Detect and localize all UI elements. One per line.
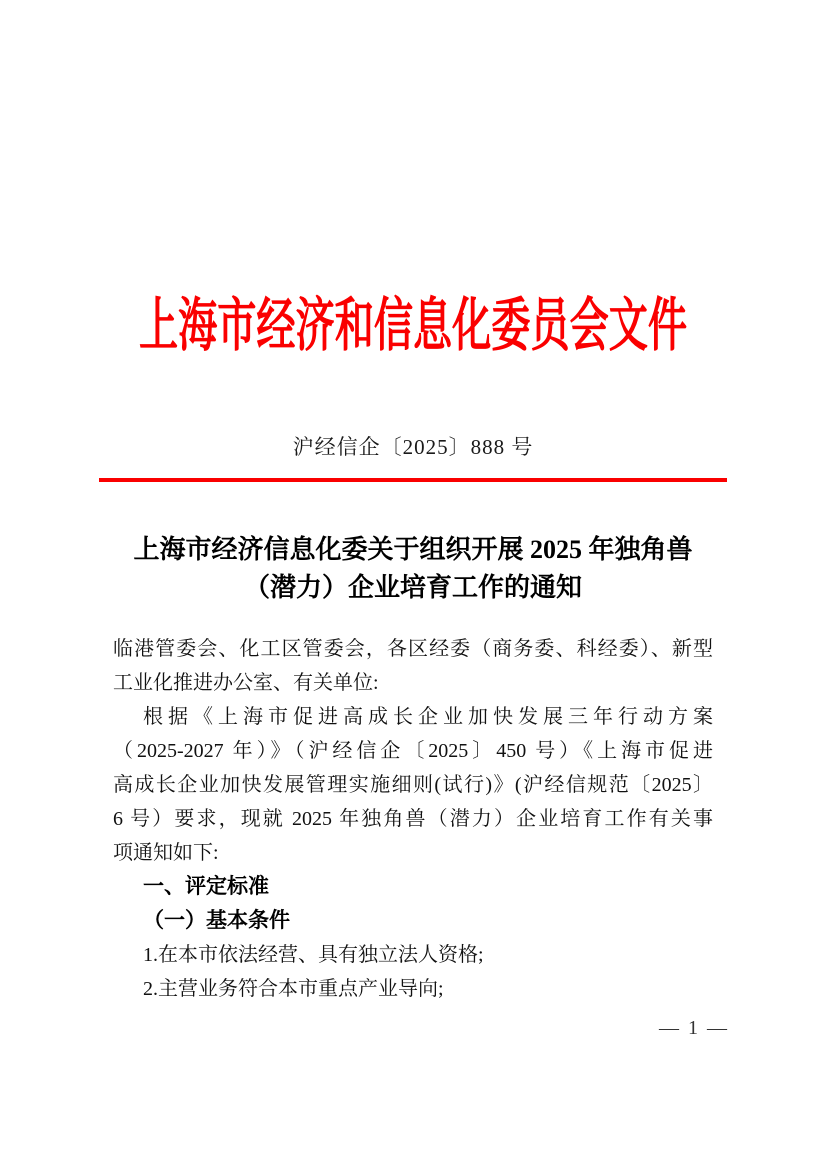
letterhead [0, 292, 826, 360]
body-line-paragraph-5: 项通知如下: [113, 842, 219, 864]
red-divider-line [99, 478, 727, 482]
document-reference-number: 沪经信企〔2025〕888 号 [292, 435, 534, 459]
body-line-recipients-2: 工业化推进办公室、有关单位: [113, 672, 379, 694]
section-heading-1-1: （一）基本条件 [143, 909, 290, 932]
body-line-paragraph-2: （2025-2027 年）》（沪经信企〔2025〕450 号）《上海市促进 [113, 740, 713, 762]
notice-title [0, 531, 826, 607]
notice-body [113, 632, 713, 1006]
notice-title-line-1: 上海市经济信息化委关于组织开展 2025 年独角兽 [133, 535, 693, 564]
list-item-1: 1.在本市依法经营、具有独立法人资格; [143, 944, 484, 966]
letterhead-issuer-title: 上海市经济和信息化委员会文件 [138, 293, 688, 358]
body-line-paragraph-4: 6 号）要求，现就 2025 年独角兽（潜力）企业培育工作有关事 [113, 808, 713, 830]
body-line-paragraph-3: 高成长企业加快发展管理实施细则(试行)》(沪经信规范〔2025〕 [113, 774, 713, 796]
body-line-recipients-1: 临港管委会、化工区管委会，各区经委（商务委、科经委）、新型 [113, 638, 713, 660]
section-heading-1: 一、评定标准 [143, 875, 269, 898]
body-line-paragraph-1: 根据《上海市促进高成长企业加快发展三年行动方案 [143, 706, 713, 728]
page-number: — 1 — [659, 1017, 729, 1039]
list-item-2: 2.主营业务符合本市重点产业导向; [143, 978, 444, 1000]
notice-title-line-2: （潜力）企业培育工作的通知 [243, 573, 582, 602]
